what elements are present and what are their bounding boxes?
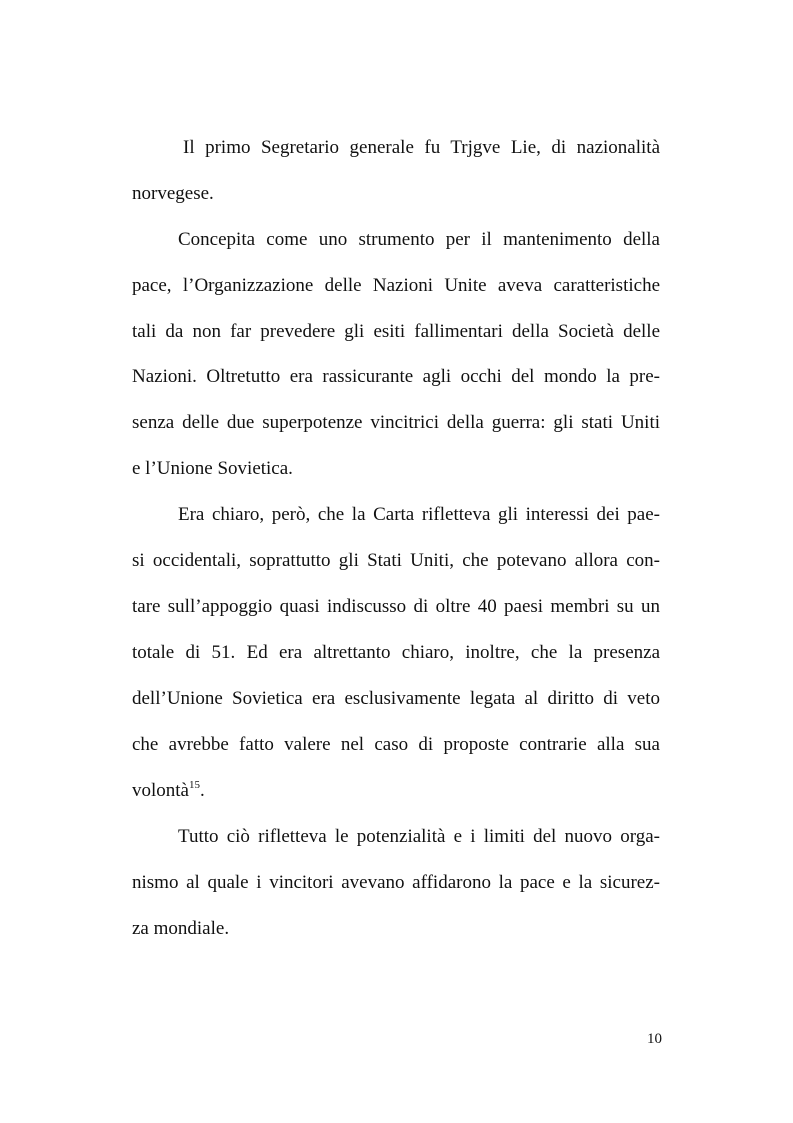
paragraph-2-line-3: tali da non far prevedere gli esiti fallimentari della Società delle [132,321,660,342]
paragraph-2-line-1: Concepita come uno strumento per il mantenimento della [178,229,660,250]
paragraph-3-line-6: che avrebbe fatto valere nel caso di proposte contrarie alla sua [132,734,660,755]
paragraph-4-line-2: nismo al quale i vincitori avevano affidarono la pace e la sicurez- [132,872,660,893]
paragraph-3-line-2: si occidentali, soprattutto gli Stati Uniti, che potevano allora con- [132,550,660,571]
paragraph-3-line-3: tare sull’appoggio quasi indiscusso di oltre 40 paesi membri su un [132,596,660,617]
paragraph-3-line-7-text: volontà [132,780,189,801]
paragraph-2-line-2: pace, l’Organizzazione delle Nazioni Unite aveva caratteristiche [132,275,660,296]
paragraph-2-line-6: e l’Unione Sovietica. [132,458,293,479]
paragraph-3-line-7 [132,773,660,809]
paragraph-3-end-punctuation: . [200,780,205,801]
paragraph-3-line-5: dell’Unione Sovietica era esclusivamente legata al diritto di veto [132,688,660,709]
paragraph-3-line-1: Era chiaro, però, che la Carta rifletteva gli interessi dei pae- [178,504,660,525]
paragraph-2-line-5: senza delle due superpotenze vincitrici della guerra: gli stati Uniti [132,412,660,433]
paragraph-1-line-1: Il primo Segretario generale fu Trjgve Lie, di nazionalità [183,137,660,158]
paragraph-4-line-1: Tutto ciò rifletteva le potenzialità e i limiti del nuovo orga- [178,826,660,847]
paragraph-2-line-4: Nazioni. Oltretutto era rassicurante agli occhi del mondo la pre- [132,366,660,387]
footnote-reference: 15 [189,778,200,791]
page-number: 10 [647,1031,662,1047]
paragraph-4-line-3: za mondiale. [132,918,230,939]
paragraph-1-line-2: norvegese. [132,183,214,204]
paragraph-3-line-4: totale di 51. Ed era altrettanto chiaro, inoltre, che la presenza [132,642,660,663]
